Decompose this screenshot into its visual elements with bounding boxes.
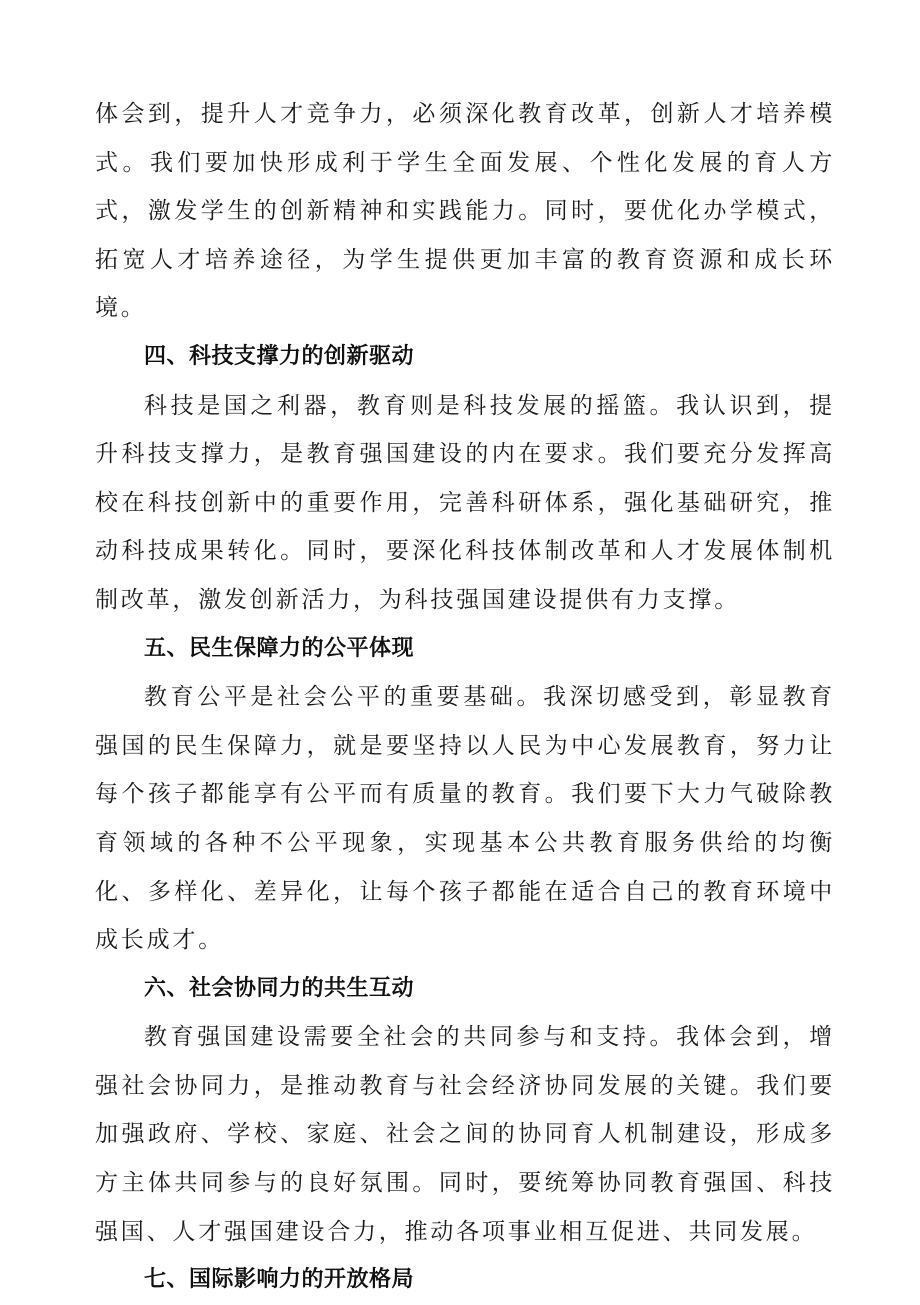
- heading-international: 七、国际影响力的开放格局: [144, 1267, 415, 1293]
- paragraph-livelihood: 教育公平是社会公平的重要基础。我深切感受到，彰显教育强国的民生保障力，就是要坚持以人民为中心发展教育，努力让每个孩子都能享有公平而有质量的教育。我们要下大力气破除教育领域的各种不公平现象，实现基本公共教育服务供给的均衡化、多样化、差异化，让每个孩子都能在适合自己的教育环境中成长成才。: [95, 684, 835, 954]
- paragraph-talent-continued: 体会到，提升人才竞争力，必须深化教育改革，创新人才培养模式。我们要加快形成利于学生全面发展、个性化发展的育人方式，激发学生的创新精神和实践能力。同时，要优化办学模式，拓宽人才培养途径，为学生提供更加丰富的教育资源和成长环境。: [95, 101, 835, 322]
- heading-tech-support: 四、科技支撑力的创新驱动: [144, 343, 415, 369]
- heading-social-synergy: 六、社会协同力的共生互动: [144, 975, 415, 1001]
- paragraph-tech-support: 科技是国之利器，教育则是科技发展的摇篮。我认识到，提升科技支撑力，是教育强国建设的内在要求。我们要充分发挥高校在科技创新中的重要作用，完善科研体系，强化基础研究，推动科技成果转化。同时，要深化科技体制改革和人才发展体制机制改革，激发创新活力，为科技强国建设提供有力支撑。: [95, 392, 835, 613]
- paragraph-social-synergy: 教育强国建设需要全社会的共同参与和支持。我体会到，增强社会协同力，是推动教育与社会经济协同发展的关键。我们要加强政府、学校、家庭、社会之间的协同育人机制建设，形成多方主体共同参与的良好氛围。同时，要统筹协同教育强国、科技强国、人才强国建设合力，推动各项事业相互促进、共同发展。: [95, 1024, 835, 1245]
- document-body: [95, 90, 835, 1305]
- heading-livelihood: 五、民生保障力的公平体现: [144, 635, 415, 661]
